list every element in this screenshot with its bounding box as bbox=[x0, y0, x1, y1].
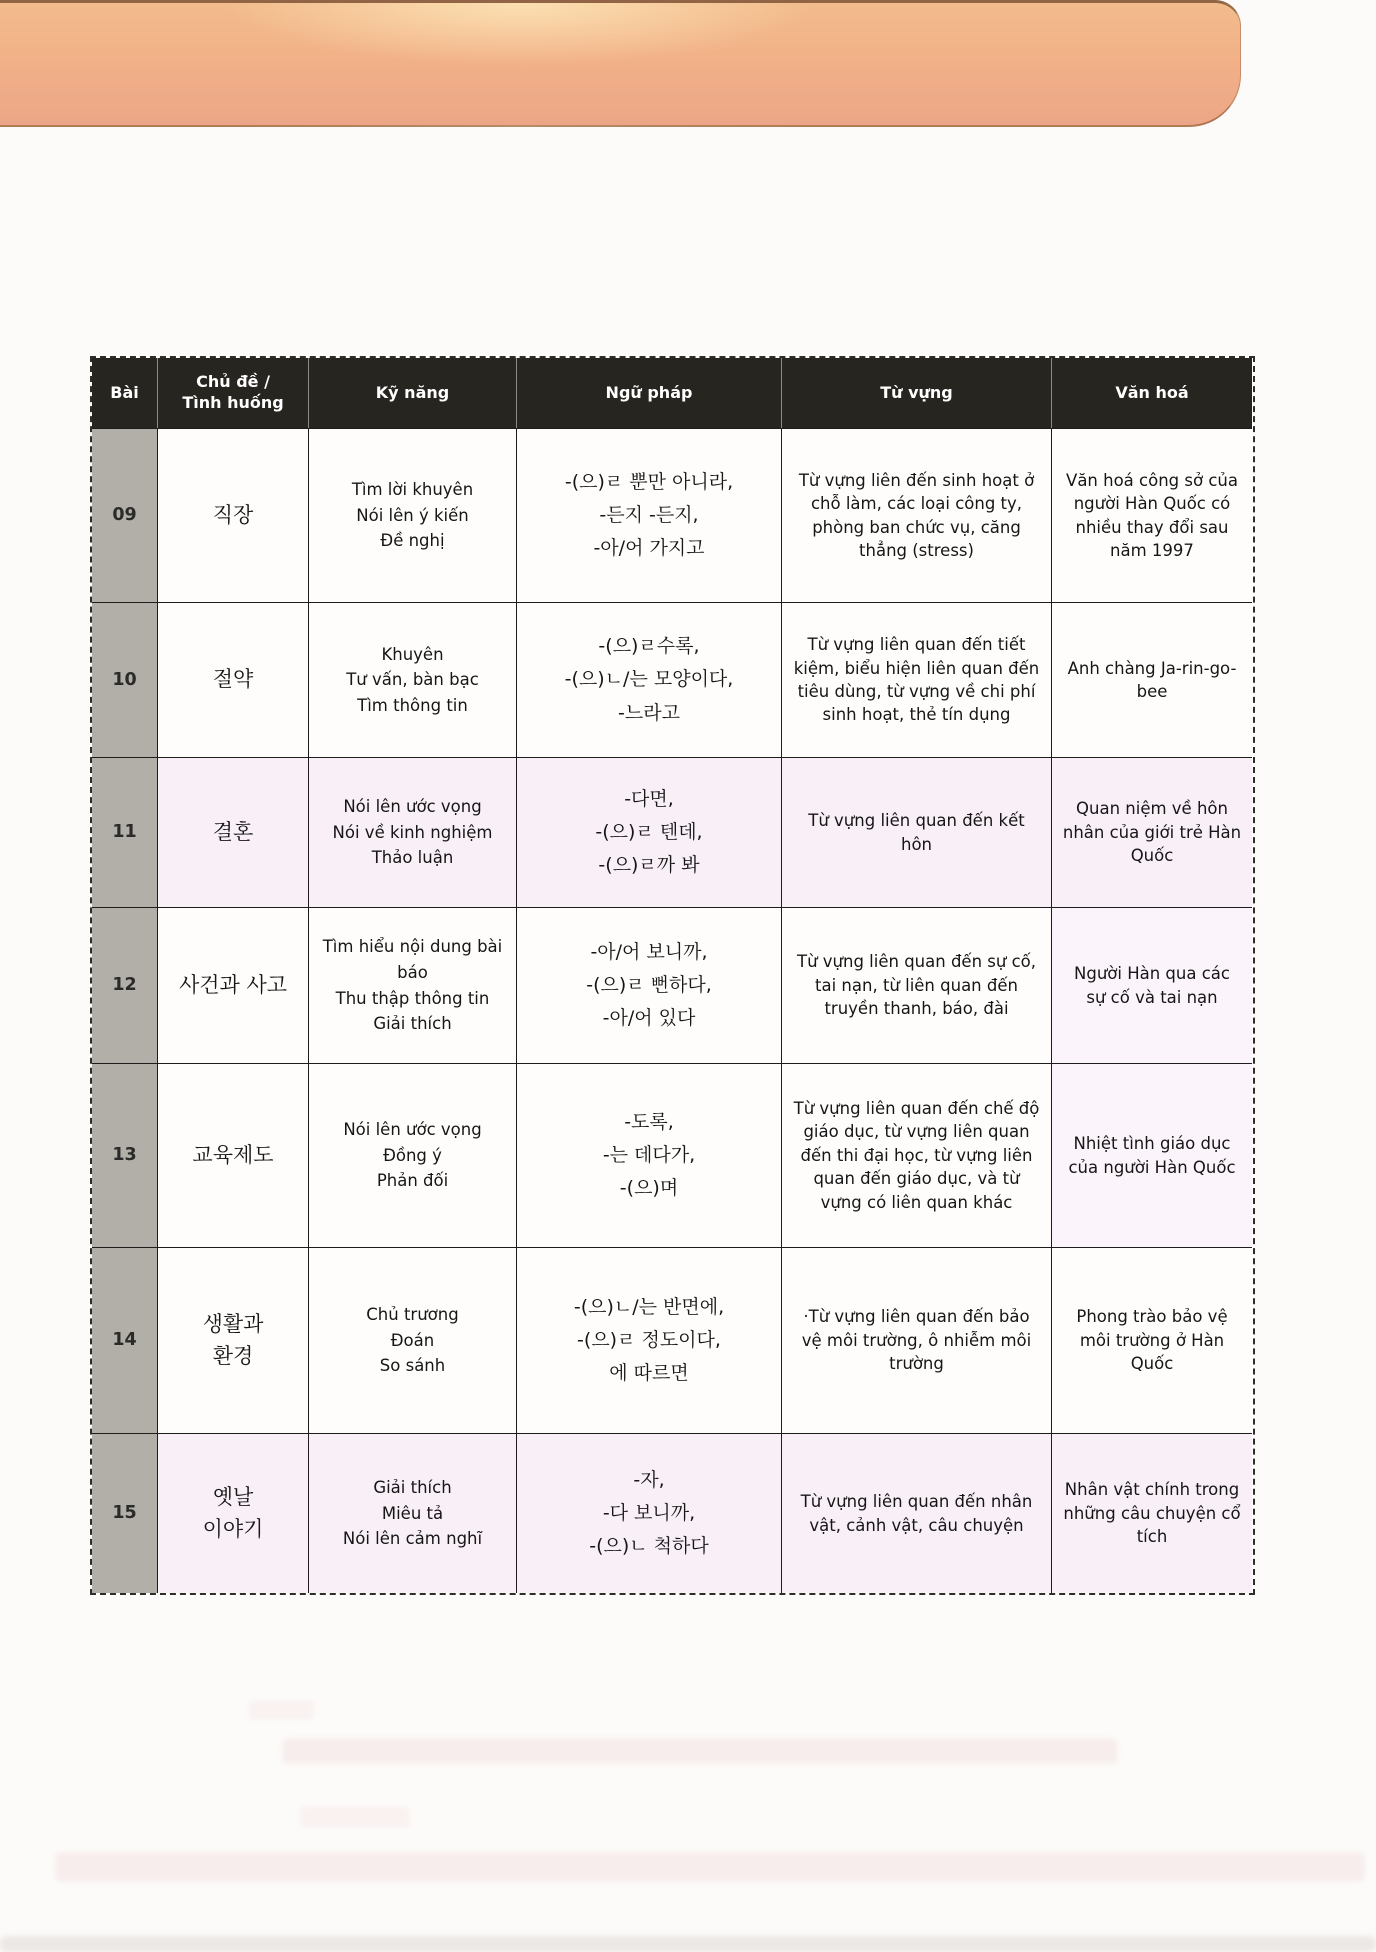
vocabulary-cell: Từ vựng liên quan đến kết hôn bbox=[782, 757, 1052, 907]
skills-cell: Giải thích Miêu tả Nói lên cảm nghĩ bbox=[309, 1433, 517, 1593]
skills-cell: Tìm hiểu nội dung bài báo Thu thập thông tin Giải thích bbox=[309, 907, 517, 1063]
grammar-cell: -(으)ㄹ 뿐만 아니라, -든지 -든지, -아/어 가지고 bbox=[517, 428, 782, 602]
page-bleed-artifact bbox=[248, 1700, 314, 1720]
topic-cell: 사건과 사고 bbox=[158, 907, 309, 1063]
page-bleed-artifact bbox=[0, 1936, 1376, 1952]
skills-cell: Khuyên Tư vấn, bàn bạc Tìm thông tin bbox=[309, 602, 517, 757]
grammar-cell: -다면, -(으)ㄹ 텐데, -(으)ㄹ까 봐 bbox=[517, 757, 782, 907]
topic-cell: 절약 bbox=[158, 602, 309, 757]
topic-cell: 옛날 이야기 bbox=[158, 1433, 309, 1593]
grammar-cell: -(으)ㄴ/는 반면에, -(으)ㄹ 정도이다, 에 따르면 bbox=[517, 1247, 782, 1433]
culture-cell: Phong trào bảo vệ môi trường ở Hàn Quốc bbox=[1052, 1247, 1252, 1433]
skills-cell: Tìm lời khuyên Nói lên ý kiến Đề nghị bbox=[309, 428, 517, 602]
vocabulary-cell: ·Từ vựng liên quan đến bảo vệ môi trường, ô nhiễm môi trường bbox=[782, 1247, 1052, 1433]
topic-cell: 직장 bbox=[158, 428, 309, 602]
culture-cell: Nhân vật chính trong những câu chuyện cổ tích bbox=[1052, 1433, 1252, 1593]
lesson-number: 13 bbox=[92, 1063, 158, 1247]
grammar-cell: -(으)ㄹ수록, -(으)ㄴ/는 모양이다, -느라고 bbox=[517, 602, 782, 757]
page-bleed-artifact bbox=[55, 1852, 1365, 1882]
lesson-number: 12 bbox=[92, 907, 158, 1063]
vocabulary-cell: Từ vựng liên quan đến sự cố, tai nạn, từ liên quan đến truyền thanh, báo, đài bbox=[782, 907, 1052, 1063]
lesson-number: 11 bbox=[92, 757, 158, 907]
culture-cell: Văn hoá công sở của người Hàn Quốc có nhiều thay đổi sau năm 1997 bbox=[1052, 428, 1252, 602]
vocabulary-cell: Từ vựng liên đến sinh hoạt ở chỗ làm, các loại công ty, phòng ban chức vụ, căng thẳng (stress) bbox=[782, 428, 1052, 602]
topic-cell: 생활과 환경 bbox=[158, 1247, 309, 1433]
topic-cell: 결혼 bbox=[158, 757, 309, 907]
skills-cell: Nói lên ước vọng Nói về kinh nghiệm Thảo luận bbox=[309, 757, 517, 907]
vocabulary-cell: Từ vựng liên quan đến tiết kiệm, biểu hiện liên quan đến tiêu dùng, từ vựng về chi phí sinh hoạt, thẻ tín dụng bbox=[782, 602, 1052, 757]
col-header-grammar: Ngữ pháp bbox=[517, 358, 782, 428]
page-top-decorative-band bbox=[0, 0, 1241, 127]
page-bleed-artifact bbox=[300, 1806, 410, 1828]
col-header-skills: Kỹ năng bbox=[309, 358, 517, 428]
culture-cell: Nhiệt tình giáo dục của người Hàn Quốc bbox=[1052, 1063, 1252, 1247]
syllabus-grid bbox=[92, 358, 1253, 1593]
grammar-cell: -아/어 보니까, -(으)ㄹ 뻔하다, -아/어 있다 bbox=[517, 907, 782, 1063]
skills-cell: Nói lên ước vọng Đồng ý Phản đối bbox=[309, 1063, 517, 1247]
culture-cell: Anh chàng Ja-rin-go-bee bbox=[1052, 602, 1252, 757]
grammar-cell: -도록, -는 데다가, -(으)며 bbox=[517, 1063, 782, 1247]
grammar-cell: -자, -다 보니까, -(으)ㄴ 척하다 bbox=[517, 1433, 782, 1593]
course-syllabus-table bbox=[90, 356, 1255, 1595]
col-header-culture: Văn hoá bbox=[1052, 358, 1252, 428]
culture-cell: Quan niệm về hôn nhân của giới trẻ Hàn Quốc bbox=[1052, 757, 1252, 907]
vocabulary-cell: Từ vựng liên quan đến chế độ giáo dục, từ vựng liên quan đến thi đại học, từ vựng liên quan đến giáo dục, và từ vựng có liên quan khác bbox=[782, 1063, 1052, 1247]
col-header-vocabulary: Từ vựng bbox=[782, 358, 1052, 428]
lesson-number: 15 bbox=[92, 1433, 158, 1593]
topic-cell: 교육제도 bbox=[158, 1063, 309, 1247]
page-bleed-artifact bbox=[282, 1738, 1118, 1764]
skills-cell: Chủ trương Đoán So sánh bbox=[309, 1247, 517, 1433]
culture-cell: Người Hàn qua các sự cố và tai nạn bbox=[1052, 907, 1252, 1063]
col-header-topic: Chủ đề / Tình huống bbox=[158, 358, 309, 428]
lesson-number: 10 bbox=[92, 602, 158, 757]
col-header-lesson: Bài bbox=[92, 358, 158, 428]
vocabulary-cell: Từ vựng liên quan đến nhân vật, cảnh vật, câu chuyện bbox=[782, 1433, 1052, 1593]
lesson-number: 14 bbox=[92, 1247, 158, 1433]
lesson-number: 09 bbox=[92, 428, 158, 602]
